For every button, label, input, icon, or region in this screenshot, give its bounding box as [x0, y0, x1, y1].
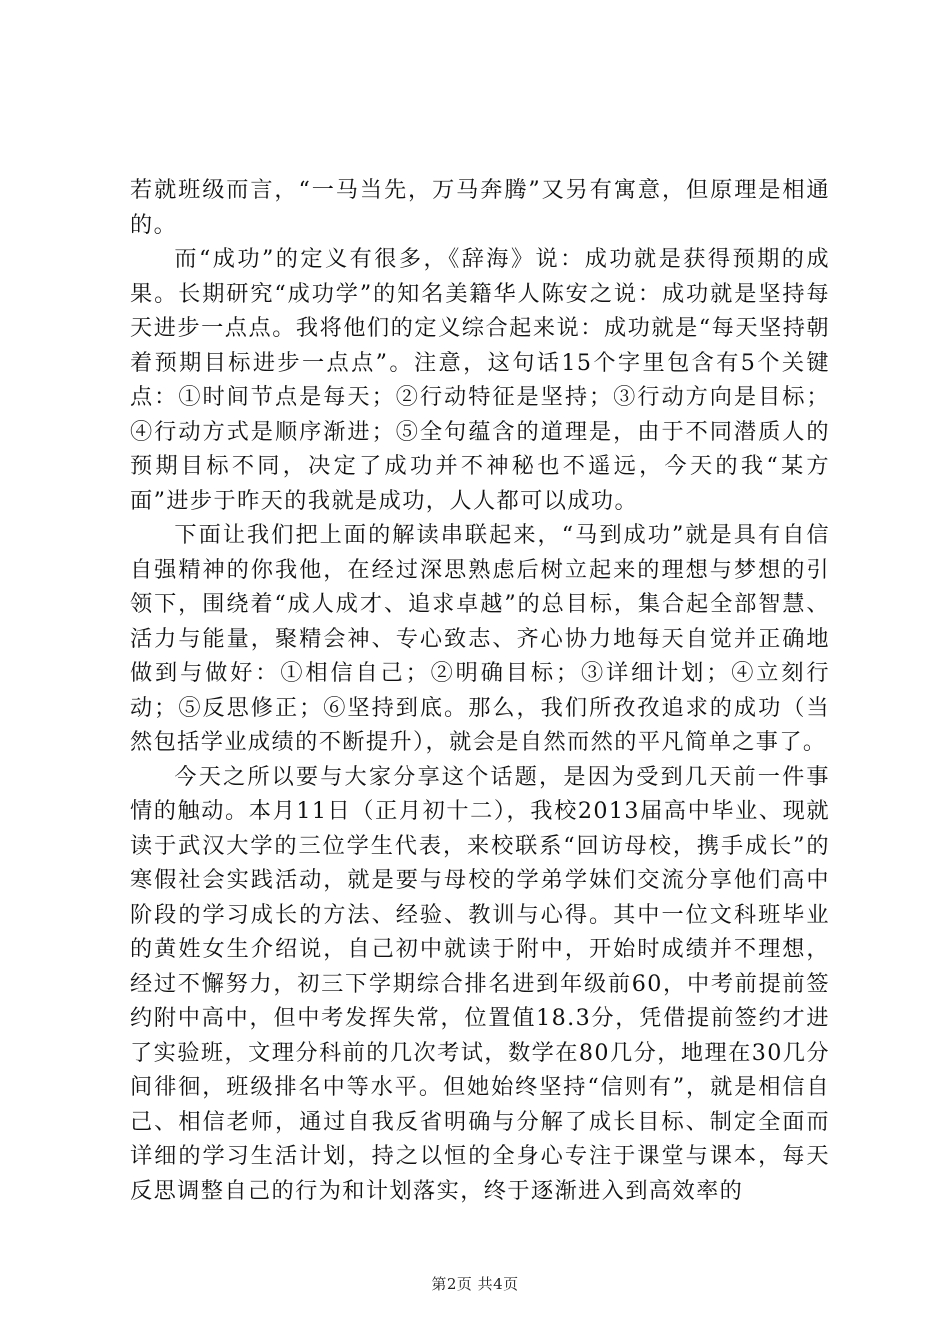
paragraph-4: 今天之所以要与大家分享这个话题，是因为受到几天前一件事情的触动。本月11日（正月初十二），我校2013届高中毕业、现就读于武汉大学的三位学生代表，来校联系“回访母校，携手成长”的寒假社会实践活动，就是要与母校的学弟学妹们交流分享他们高中阶段的学习成长的方法、经验、教训与心得。其中一位文科班毕业的黄姓女生介绍说，自己初中就读于附中，开始时成绩并不理想，经过不懈努力，初三下学期综合排名进到年级前60，中考前提前签约附中高中，但中考发挥失常，位置值18.3分，凭借提前签约才进了实验班，文理分科前的几次考试，数学在80几分，地理在30几分间徘徊，班级排名中等水平。但她始终坚持“信则有”，就是相信自己、相信老师，通过自我反省明确与分解了成长目标、制定全面而详细的学习生活计划，持之以恒的全身心专注于课堂与课本，每天反思调整自己的行为和计划落实，终于逐渐进入到高效率的: [130, 763, 830, 1204]
paragraph-2: 而“成功”的定义有很多，《辞海》说：成功就是获得预期的成果。长期研究“成功学”的知名美籍华人陈安之说：成功就是坚持每天进步一点点。我将他们的定义综合起来说：成功就是“每天坚持朝着预期目标进步一点点”。注意，这句话15个字里包含有5个关键点：①时间节点是每天；②行动特征是坚持；③行动方向是目标；④行动方式是顺序渐进；⑤全句蕴含的道理是，由于不同潜质人的预期目标不同，决定了成功并不神秘也不遥远，今天的我“某方面”进步于昨天的我就是成功，人人都可以成功。: [130, 246, 830, 514]
paragraph-1: 若就班级而言，“一马当先，万马奔腾”又另有寓意，但原理是相通的。: [130, 177, 830, 238]
page-footer: [0, 1273, 950, 1294]
page-number-label: 第2页 共4页: [431, 1275, 519, 1293]
paragraph-3: 下面让我们把上面的解读串联起来，“马到成功”就是具有自信自强精神的你我他，在经过深思熟虑后树立起来的理想与梦想的引领下，围绕着“成人成才、追求卓越”的总目标，集合起全部智慧、活力与能量，聚精会神、专心致志、齐心协力地每天自觉并正确地做到与做好：①相信自己；②明确目标；③详细计划；④立刻行动；⑤反思修正；⑥坚持到底。那么，我们所孜孜追求的成功（当然包括学业成绩的不断提升），就会是自然而然的平凡简单之事了。: [130, 522, 830, 755]
document-body: [130, 173, 830, 1208]
